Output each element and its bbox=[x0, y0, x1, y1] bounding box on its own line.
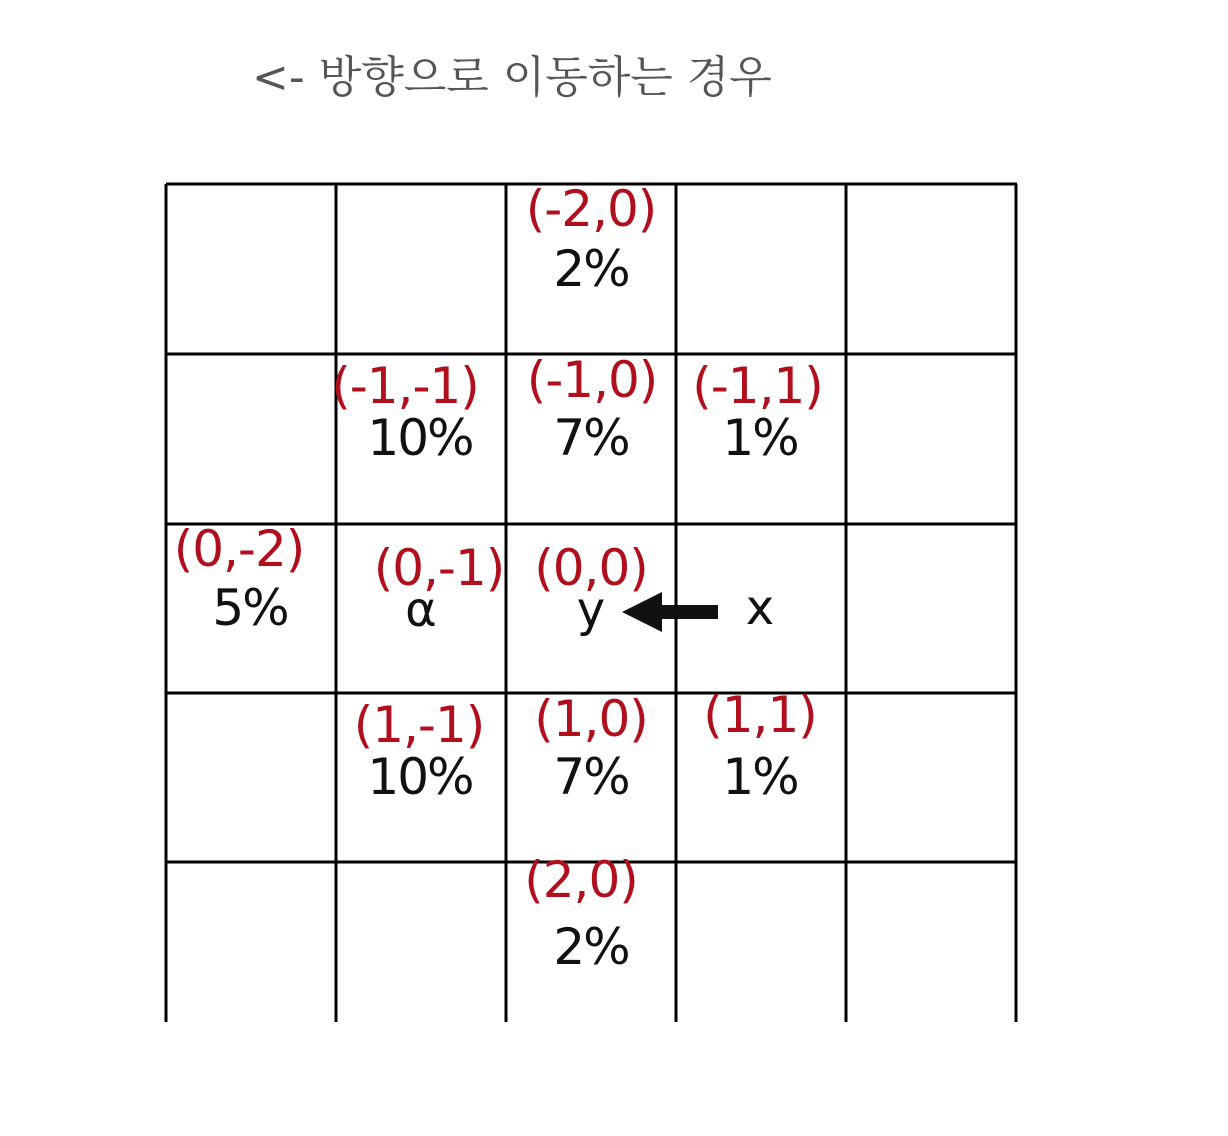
cell-coordinate: (-1,0) bbox=[526, 351, 658, 409]
diagram-title: <- 방향으로 이동하는 경우 bbox=[252, 52, 772, 103]
cell-probability: 7% bbox=[553, 409, 629, 467]
cell-probability: 10% bbox=[367, 409, 473, 467]
cell-probability: 1% bbox=[722, 409, 798, 467]
cell-probability: 5% bbox=[212, 579, 288, 637]
cell-probability: 2% bbox=[553, 918, 629, 976]
cell-probability: 10% bbox=[367, 748, 473, 806]
cell-coordinate: (1,0) bbox=[534, 690, 648, 748]
cell-coordinate: (2,0) bbox=[524, 851, 638, 909]
cell-coordinate: (0,0) bbox=[534, 539, 648, 597]
left-arrow-icon bbox=[620, 590, 720, 634]
alpha-symbol: α bbox=[405, 582, 437, 638]
cell-coordinate: (1,1) bbox=[703, 686, 817, 744]
cell-probability: 2% bbox=[553, 240, 629, 298]
y-symbol: y bbox=[576, 582, 606, 638]
x-symbol: x bbox=[745, 580, 775, 636]
cell-coordinate: (-2,0) bbox=[525, 180, 657, 238]
cell-coordinate: (0,-2) bbox=[173, 520, 305, 578]
cell-coordinate: (-1,1) bbox=[692, 357, 823, 415]
cell-coordinate: (1,-1) bbox=[353, 696, 485, 754]
cell-probability: 7% bbox=[553, 748, 629, 806]
cell-probability: 1% bbox=[722, 748, 798, 806]
cell-coordinate: (0,-1) bbox=[373, 539, 505, 597]
cell-coordinate: (-1,-1) bbox=[331, 357, 479, 415]
